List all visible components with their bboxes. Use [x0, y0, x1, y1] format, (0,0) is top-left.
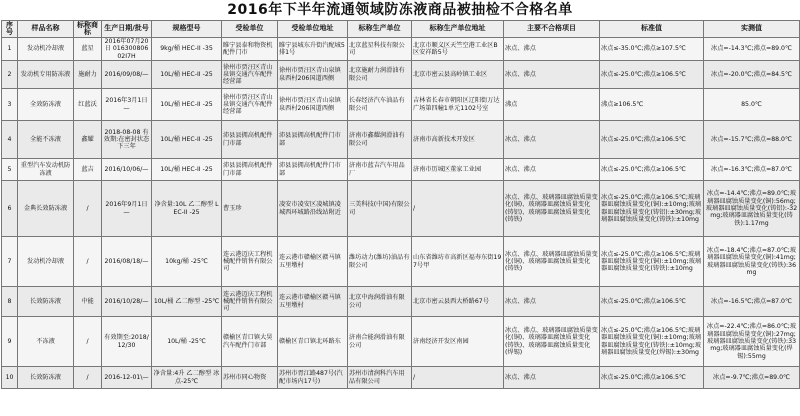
cell-manufacturer: 北京施耐力润滑油有限公司 — [348, 61, 412, 89]
table-row — [2, 38, 800, 61]
cell-inspected-address: 徐州市贾汪区青山泉镇泉西村206国道西侧 — [278, 61, 348, 89]
cell-index: 1 — [2, 38, 18, 61]
cell-inspected-unit: 睢宁县泰和物资机配件门市 — [222, 38, 278, 61]
cell-failed-items: 冰点、沸点 — [504, 61, 600, 89]
cell-spec: 净含量:10L 乙二醇型 LEC-II -25 — [152, 181, 222, 237]
cell-measured-value: 冰点=-16.5℃;沸点=87.0℃ — [704, 287, 800, 317]
cell-inspected-address: 连云港市赣榆区赣马镇五里墩村 — [278, 237, 348, 287]
cell-spec: 10L/桶 HEC-II -25 — [152, 121, 222, 159]
cell-manufacturer: 潍坊动力(潍坊)油品有限公司 — [348, 237, 412, 287]
cell-measured-value: 冰点=-15.7℃;沸点=88.0℃ — [704, 121, 800, 159]
table-header-row — [2, 21, 800, 38]
table-row — [2, 367, 800, 389]
cell-standard-value: 冰点≤-25.0℃;沸点≥106.5℃;玻璃器皿腐蚀质量变化(铜):±10mg;玻璃器皿腐蚀质量变化(铸铁):±10mg — [600, 237, 704, 287]
table-row — [2, 287, 800, 317]
cell-failed-items: 冰点、沸点 — [504, 159, 600, 181]
cell-sample-name: 全效防冻液 — [18, 89, 74, 121]
table-row — [2, 317, 800, 367]
table-row — [2, 121, 800, 159]
cell-manufacturer: 三美科技(中国)有限公司 — [348, 181, 412, 237]
cell-inspected-unit: 连云港迈庆工程机械配件销售有限公司 — [222, 287, 278, 317]
cell-sample-name: 发动机专用防冻液 — [18, 61, 74, 89]
cell-production-date: 2016年3月1日— — [102, 89, 152, 121]
cell-failed-items: 冰点、沸点 — [504, 121, 600, 159]
cell-standard-value: 冰点≤-25.0℃;沸点≥106.5℃ — [600, 121, 704, 159]
cell-sample-name: 重型汽车发动机防冻液 — [18, 159, 74, 181]
cell-spec: 10L/桶 HEC-II -25 — [152, 159, 222, 181]
cell-brand: 蓝吉 — [74, 159, 102, 181]
cell-measured-value: 冰点=-14.4℃;沸点=89.0℃;玻璃器皿腐蚀质量变化(铜):56mg;玻璃器皿腐蚀质量变化(铸铝):-32mg;玻璃器皿腐蚀质量变化(铸铁):1.17mg — [704, 181, 800, 237]
cell-standard-value: 沸点≥106.5℃ — [600, 89, 704, 121]
cell-production-date: 2016/10/06/— — [102, 159, 152, 181]
cell-spec: 10L/桶 HEC-II -25 — [152, 89, 222, 121]
cell-manufacturer-address: 济南市高新技术开发区 — [412, 121, 504, 159]
cell-manufacturer: 济南合能润滑油有限公司 — [348, 317, 412, 367]
cell-production-date: 2018-08-08 有效期:在密封状态下三年 — [102, 121, 152, 159]
cell-spec: 10L/桶 乙二醇型 -25℃ — [152, 287, 222, 317]
cell-inspected-unit: 徐州市贾汪区青山泉镇交通汽车配件经营部 — [222, 61, 278, 89]
table-body — [2, 38, 800, 389]
cell-sample-name: 全能不冻液 — [18, 121, 74, 159]
cell-index: 10 — [2, 367, 18, 389]
cell-spec: 10L/桶 -25℃ — [152, 317, 222, 367]
unqualified-antifreeze-table — [1, 20, 800, 389]
cell-sample-name: 长效防冻液 — [18, 287, 74, 317]
cell-inspected-address: 连云港市赣榆区赣马镇五里墩村 — [278, 287, 348, 317]
cell-sample-name: 长效防冻液 — [18, 367, 74, 389]
col-header-index: 序号 — [2, 21, 18, 38]
cell-production-date: 2016年07月20日 01630080602I7H — [102, 38, 152, 61]
cell-inspected-address: 凌安市凌安区凌城镇凌城西环城路沿线站附近 — [278, 181, 348, 237]
cell-manufacturer: 济南市蓝吉汽车用品厂 — [348, 159, 412, 181]
cell-standard-value: 冰点≤-35.0℃;沸点≥107.5℃ — [600, 38, 704, 61]
cell-spec: 10L/桶 HEC-II -25 — [152, 61, 222, 89]
cell-production-date: 2016-12-01\— — [102, 367, 152, 389]
col-header-manufacturer-address: 标称生产单位地址 — [412, 21, 504, 38]
cell-inspected-address: 赣榆区青口镇北环路东 — [278, 317, 348, 367]
table-row — [2, 61, 800, 89]
cell-index: 9 — [2, 317, 18, 367]
cell-measured-value: 冰点=-18.4℃;沸点=87.0℃;玻璃器皿腐蚀质量变化(铜):41mg;玻璃器皿腐蚀质量变化(铸铁):36mg — [704, 237, 800, 287]
col-header-standard-value: 标准值 — [600, 21, 704, 38]
col-header-manufacturer: 标称生产单位 — [348, 21, 412, 38]
table-row — [2, 89, 800, 121]
cell-standard-value: 冰点≤-25.0℃;沸点≥106.5℃ — [600, 159, 704, 181]
cell-production-date: 2016/09/08/— — [102, 61, 152, 89]
cell-spec: 10kg/桶 -25℃ — [152, 237, 222, 287]
page-title: 2016年下半年流通领域防冻液商品被抽检不合格名单 — [227, 2, 573, 18]
cell-index: 2 — [2, 61, 18, 89]
cell-production-date: 有效期至:2018/12/30 — [102, 317, 152, 367]
cell-standard-value: 冰点≤-25.0℃;沸点≥106.5℃ — [600, 61, 704, 89]
cell-brand: / — [74, 367, 102, 389]
cell-inspected-unit: 苏州市同心物资 — [222, 367, 278, 389]
cell-spec: 净含量:4升 乙二醇型 冰点-25℃ — [152, 367, 222, 389]
col-header-spec: 规格型号 — [152, 21, 222, 38]
cell-sample-name: 发动机冷却液 — [18, 237, 74, 287]
cell-manufacturer: 北京蓝星科技有限公司 — [348, 38, 412, 61]
cell-manufacturer: 北京中海润滑油有限公司 — [348, 287, 412, 317]
cell-brand: / — [74, 237, 102, 287]
cell-index: 8 — [2, 287, 18, 317]
cell-standard-value: 冰点≤-25.0℃;沸点≥106.5℃;玻璃器皿腐蚀质量变化(铜):±10mg;玻璃器皿腐蚀质量变化(铸铁):±10mg;玻璃器皿腐蚀质量变化(焊锡):±30mg — [600, 317, 704, 367]
cell-sample-name: 不冻液 — [18, 317, 74, 367]
cell-standard-value: 冰点≤-25.0℃;沸点≥106.5℃ — [600, 287, 704, 317]
col-header-brand: 标称商标 — [74, 21, 102, 38]
cell-inspected-unit: 沛县县拥高机配件门市部 — [222, 121, 278, 159]
cell-measured-value: 冰点=-16.3℃;沸点=87.0℃ — [704, 159, 800, 181]
cell-manufacturer-address: 济南经济开发区南园 — [412, 317, 504, 367]
cell-brand: / — [74, 181, 102, 237]
table-row — [2, 237, 800, 287]
cell-sample-name: 发动机冷却液 — [18, 38, 74, 61]
cell-brand: 施耐力 — [74, 61, 102, 89]
cell-failed-items: 冰点、沸点、玻璃器皿腐蚀质量变化(铜)、玻璃器皿腐蚀质量变化(铸铁) — [504, 237, 600, 287]
cell-inspected-address: 睢宁县城东升街汽配城5排1号 — [278, 38, 348, 61]
cell-manufacturer-address: 济南市历城区董家工业园 — [412, 159, 504, 181]
cell-inspected-unit: 连云港迈庆工程机械配件销售有限公司 — [222, 237, 278, 287]
cell-inspected-unit: 赣榆区青口镇大昊汽车配件门市部 — [222, 317, 278, 367]
cell-manufacturer: 长春经济汽车油品有限公司 — [348, 89, 412, 121]
cell-sample-name: 金典长效防冻液 — [18, 181, 74, 237]
cell-failed-items: 冰点、沸点、玻璃器皿腐蚀质量变化(铜)、玻璃器皿腐蚀质量变化(铸铁)、玻璃器皿腐蚀质量变化(焊锡) — [504, 317, 600, 367]
cell-brand: 中能 — [74, 287, 102, 317]
cell-brand: 鑫耀 — [74, 121, 102, 159]
col-header-failed-items: 主要不合格项目 — [504, 21, 600, 38]
cell-inspected-address: 沛县县拥高机配件门市部 — [278, 159, 348, 181]
cell-standard-value: 冰点≤-25.0℃;沸点≥106.5℃;玻璃器皿腐蚀质量变化(铜):±10mg;玻璃器皿腐蚀质量变化(铸铝):±30mg;玻璃器皿腐蚀质量变化(铸铁):±10mg — [600, 181, 704, 237]
cell-manufacturer-address: / — [412, 181, 504, 237]
cell-index: 5 — [2, 159, 18, 181]
table-row — [2, 181, 800, 237]
cell-index: 7 — [2, 237, 18, 287]
cell-manufacturer-address: 山东省潍坊市高新区福寿东街197号甲 — [412, 237, 504, 287]
cell-failed-items: 冰点、沸点 — [504, 367, 600, 389]
col-header-sample-name: 样品名称 — [18, 21, 74, 38]
cell-production-date: 2016/08/18/— — [102, 237, 152, 287]
cell-failed-items: 冰点、沸点、玻璃器皿腐蚀质量变化(铜)、玻璃器皿腐蚀质量变化(铸铝)、玻璃器皿腐蚀质量变化(铸铁) — [504, 181, 600, 237]
table-row — [2, 159, 800, 181]
cell-production-date: 2016/10/28/— — [102, 287, 152, 317]
col-header-inspected-unit: 受检单位 — [222, 21, 278, 38]
cell-inspected-unit: 沛县县拥高机配件门市部 — [222, 159, 278, 181]
cell-measured-value: 85.0℃ — [704, 89, 800, 121]
col-header-production-date: 生产日期/批号 — [102, 21, 152, 38]
cell-brand: / — [74, 317, 102, 367]
cell-manufacturer: 苏州市清润科汽车用品有限公司 — [348, 367, 412, 389]
col-header-measured-value: 实测值 — [704, 21, 800, 38]
cell-measured-value: 冰点=-22.4℃;沸点=86.0℃;玻璃器皿腐蚀质量变化(铜):27mg;玻璃器皿腐蚀质量变化(铸铁):33mg;玻璃器皿腐蚀质量变化(焊锡):55mg — [704, 317, 800, 367]
cell-index: 6 — [2, 181, 18, 237]
cell-index: 3 — [2, 89, 18, 121]
cell-failed-items: 冰点、沸点 — [504, 38, 600, 61]
cell-failed-items: 沸点 — [504, 89, 600, 121]
cell-manufacturer-address: / — [412, 367, 504, 389]
cell-measured-value: 冰点=-20.0℃;沸点=84.5℃ — [704, 61, 800, 89]
cell-brand: 蓝星 — [74, 38, 102, 61]
cell-inspected-address: 苏州市胥江路487号(汽配市场内17号) — [278, 367, 348, 389]
cell-manufacturer-address: 北京市密云县高岭镇工业区 — [412, 61, 504, 89]
cell-brand: 红蓝沃 — [74, 89, 102, 121]
cell-measured-value: 冰点=-9.7℃;沸点=89.0℃ — [704, 367, 800, 389]
cell-spec: 9kg/桶 HEC-II -35 — [152, 38, 222, 61]
cell-production-date: 2016年9月1日— — [102, 181, 152, 237]
cell-failed-items: 冰点、沸点 — [504, 287, 600, 317]
cell-manufacturer-address: 北京市顺义区天竺空港工业区B区安祥路5号 — [412, 38, 504, 61]
cell-standard-value: 冰点≤-25.0℃;沸点≥106.5℃ — [600, 367, 704, 389]
cell-measured-value: 冰点=-14.3℃;沸点=89.0℃ — [704, 38, 800, 61]
cell-inspected-unit: 曹玉珍 — [222, 181, 278, 237]
col-header-inspected-address: 受检单位地址 — [278, 21, 348, 38]
cell-manufacturer-address: 吉林省长春市朝阳区辽阳街万达广场第四幢1单元1102号室 — [412, 89, 504, 121]
cell-manufacturer-address: 北京市密云县西大桥路67号 — [412, 287, 504, 317]
cell-inspected-address: 徐州市贾汪区青山泉镇泉西村206国道西侧 — [278, 89, 348, 121]
cell-inspected-address: 沛县县拥高机配件门市部 — [278, 121, 348, 159]
cell-index: 4 — [2, 121, 18, 159]
cell-manufacturer: 济南市鑫耀润滑油有限公司 — [348, 121, 412, 159]
cell-inspected-unit: 徐州市贾汪区青山泉镇交通汽车配件经营部 — [222, 89, 278, 121]
